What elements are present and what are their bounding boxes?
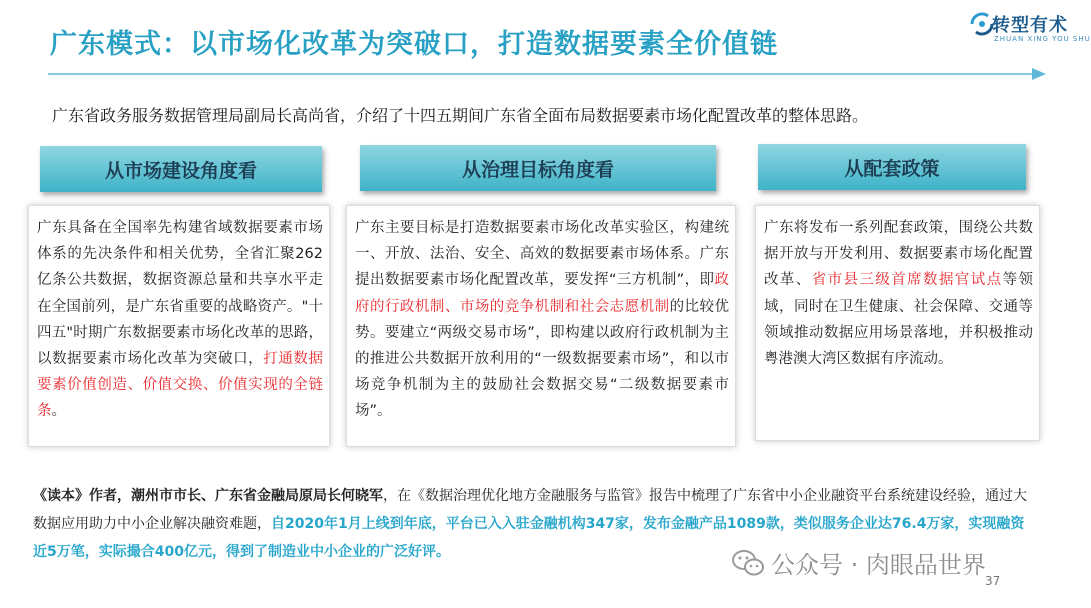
- highlight-text: 政府的行政机制、市场的竞争机制和社会志愿机制: [355, 272, 729, 315]
- title-underline-arrow: [48, 66, 1048, 82]
- column-heading-governance: 从治理目标角度看: [360, 145, 716, 191]
- logo-subtext: ZHUAN XING YOU SHU: [994, 35, 1091, 43]
- stats-highlight: 自2020年1月上线到年底，平台已入入驻金融机构347家，发布金融产品1089款，类似服务企业达76.4万家，实现融资近5万笔，实际撮合400亿元，得到了制造业中小企业的广泛好评。: [33, 516, 1025, 560]
- wechat-icon: [731, 548, 765, 578]
- column-card-governance: [346, 205, 736, 447]
- logo-text: 转型有术: [992, 15, 1068, 36]
- column-heading-policy: 从配套政策: [758, 144, 1026, 190]
- column-card-market: [28, 205, 330, 447]
- brand-logo: [968, 8, 1091, 50]
- highlight-text: 省市县三级首席数据官试点: [811, 272, 1003, 289]
- author-text: 《读本》作者，潮州市市长、广东省金融局原局长何晓军: [33, 488, 383, 504]
- highlight-text: 打通数据要素价值创造、价值交换、价值实现的全链条: [37, 351, 323, 420]
- column-card-policy: [755, 205, 1040, 441]
- bottom-summary: 《读本》作者，潮州市市长、广东省金融局原局长何晓军，在《数据治理优化地方金融服务与监管》报告中梳理了广东省中小企业融资平台系统建设经验，通过大数据应用助力中小企业解决融资难题，自2020年1月上线到年底，平台已入入驻金融机构347家，发布金融产品1089款，类似服务企业达76.4万家，实现融资近5万笔，实际撮合400亿元，得到了制造业中小企业的广泛好评。: [33, 488, 1027, 560]
- column-text-market: 广东具备在全国率先构建省域数据要素市场体系的先决条件和相关优势，全省汇聚262亿条公共数据，数据资源总量和共享水平走在全国前列，是广东省重要的战略资产。"十四五"时期广东数据要素市场化改革的思路，以数据要素市场化改革为突破口，打通数据要素价值创造、价值交换、价值实现的全链条。: [37, 220, 323, 420]
- watermark-text: 公众号 · 肉眼品世界: [771, 551, 986, 579]
- page-number: 37: [985, 574, 1001, 588]
- column-text-governance: 广东主要目标是打造数据要素市场化改革实验区，构建统一、开放、法治、安全、高效的数据要素市场体系。广东提出数据要素市场化配置改革，要发挥“三方机制”，即政府的行政机制、市场的竞争机制和社会志愿机制的比较优势。要建立“两级交易市场”，即构建以政府行政机制为主的推进公共数据开放利用的“一级数据要素市场”，和以市场竞争机制为主的鼓励社会数据交易“二级数据要素市场”。: [355, 220, 729, 420]
- column-heading-market: 从市场建设角度看: [40, 146, 322, 192]
- page-title: 广东模式：以市场化改革为突破口，打造数据要素全价值链: [50, 29, 778, 60]
- watermark: [731, 545, 986, 580]
- column-text-policy: 广东将发布一系列配套政策，围绕公共数据开放与开发利用、数据要素市场化配置改革、省市县三级首席数据官试点等领域，同时在卫生健康、社会保障、交通等领域推动数据应用场景落地，并积极推动粤港澳大湾区数据有序流动。: [764, 220, 1033, 368]
- intro-text: 广东省政务服务数据管理局副局长高尚省，介绍了十四五期间广东省全面布局数据要素市场化配置改革的整体思路。: [52, 106, 869, 125]
